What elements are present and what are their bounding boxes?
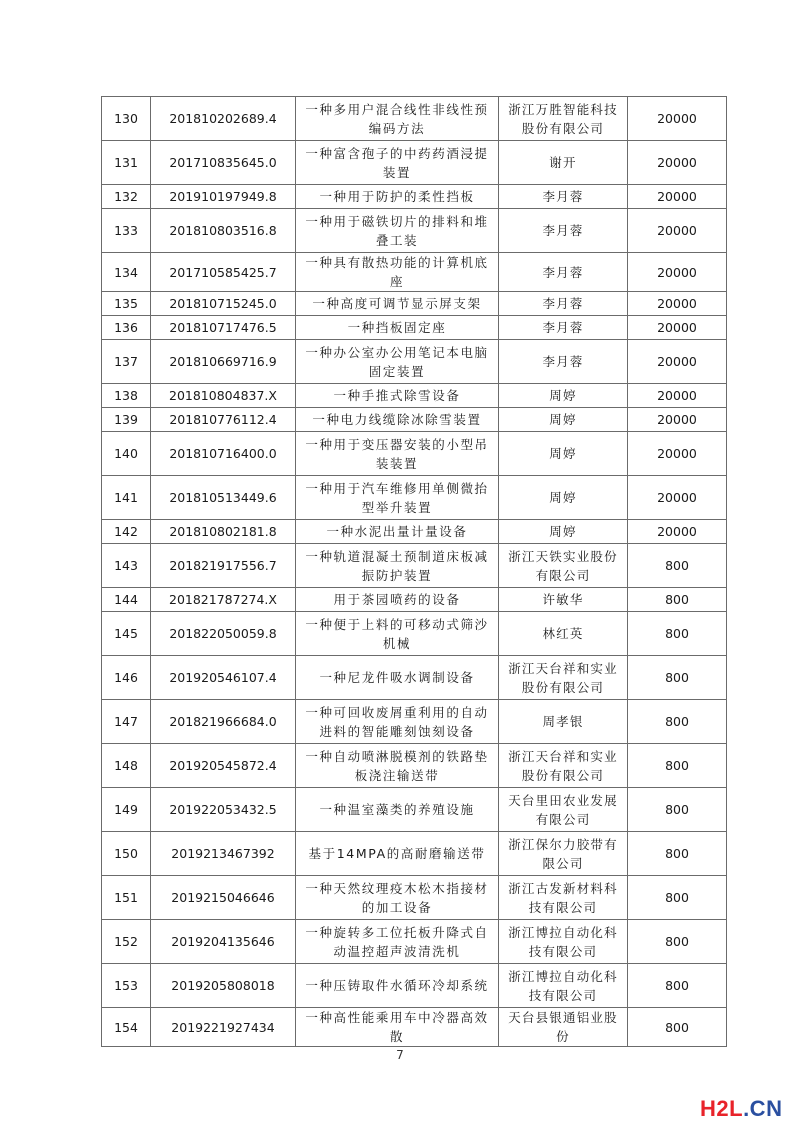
- patent-owner: 李月蓉: [499, 316, 628, 340]
- table-row: [102, 432, 727, 476]
- patent-owner: 许敏华: [499, 588, 628, 612]
- table-row: [102, 964, 727, 1008]
- application-number: 201710835645.0: [151, 141, 296, 185]
- patent-name: 一种高性能乘用车中冷器高效散: [296, 1008, 499, 1047]
- row-number: 148: [102, 744, 151, 788]
- table-row: [102, 656, 727, 700]
- application-number: 201910197949.8: [151, 185, 296, 209]
- row-number: 130: [102, 97, 151, 141]
- application-number: 2019205808018: [151, 964, 296, 1008]
- page-number: 7: [396, 1048, 404, 1062]
- application-number: 201821787274.X: [151, 588, 296, 612]
- patent-name: 一种用于磁铁切片的排料和堆叠工装: [296, 209, 499, 253]
- table-row: [102, 788, 727, 832]
- table-row: [102, 185, 727, 209]
- patent-name: 一种具有散热功能的计算机底座: [296, 253, 499, 292]
- patent-name: 一种旋转多工位托板升降式自动温控超声波清洗机: [296, 920, 499, 964]
- patent-owner: 浙江万胜智能科技股份有限公司: [499, 97, 628, 141]
- table-row: [102, 97, 727, 141]
- subsidy-amount: 800: [628, 656, 727, 700]
- row-number: 150: [102, 832, 151, 876]
- row-number: 140: [102, 432, 151, 476]
- subsidy-amount: 800: [628, 964, 727, 1008]
- table-row: [102, 920, 727, 964]
- table-row: [102, 340, 727, 384]
- application-number: 201810717476.5: [151, 316, 296, 340]
- subsidy-amount: 800: [628, 832, 727, 876]
- subsidy-amount: 800: [628, 788, 727, 832]
- patent-owner: 周婷: [499, 520, 628, 544]
- application-number: 201810804837.X: [151, 384, 296, 408]
- row-number: 139: [102, 408, 151, 432]
- patent-owner: 天台里田农业发展有限公司: [499, 788, 628, 832]
- table-row: [102, 744, 727, 788]
- watermark-h2l: H2L: [700, 1096, 744, 1121]
- application-number: 201920546107.4: [151, 656, 296, 700]
- patent-owner: 天台县银通铝业股份: [499, 1008, 628, 1047]
- patent-owner: 李月蓉: [499, 185, 628, 209]
- table-row: [102, 476, 727, 520]
- application-number: 201922053432.5: [151, 788, 296, 832]
- patent-name: 一种可回收废屑重利用的自动进料的智能雕刻蚀刻设备: [296, 700, 499, 744]
- subsidy-amount: 20000: [628, 97, 727, 141]
- application-number: 2019215046646: [151, 876, 296, 920]
- patent-name: 一种用于汽车维修用单侧微抬型举升装置: [296, 476, 499, 520]
- patent-name: 基于14MPA的高耐磨输送带: [296, 832, 499, 876]
- patent-name: 一种挡板固定座: [296, 316, 499, 340]
- table-row: [102, 316, 727, 340]
- table-row: [102, 832, 727, 876]
- subsidy-amount: 20000: [628, 292, 727, 316]
- site-watermark: [700, 1096, 782, 1122]
- patent-name: 一种天然纹理疫木松木指接材的加工设备: [296, 876, 499, 920]
- patent-owner: 浙江博拉自动化科技有限公司: [499, 920, 628, 964]
- subsidy-amount: 20000: [628, 316, 727, 340]
- patent-owner: 周婷: [499, 384, 628, 408]
- watermark-cn: .CN: [743, 1096, 783, 1121]
- patent-name: 一种用于变压器安装的小型吊装装置: [296, 432, 499, 476]
- patent-name: 一种手推式除雪设备: [296, 384, 499, 408]
- row-number: 141: [102, 476, 151, 520]
- application-number: 201920545872.4: [151, 744, 296, 788]
- table-row: [102, 384, 727, 408]
- row-number: 136: [102, 316, 151, 340]
- row-number: 133: [102, 209, 151, 253]
- row-number: 149: [102, 788, 151, 832]
- patent-owner: 周婷: [499, 408, 628, 432]
- patent-name: 一种用于防护的柔性挡板: [296, 185, 499, 209]
- patent-name: 用于茶园喷药的设备: [296, 588, 499, 612]
- subsidy-amount: 20000: [628, 340, 727, 384]
- application-number: 201810202689.4: [151, 97, 296, 141]
- subsidy-amount: 20000: [628, 141, 727, 185]
- table-row: [102, 408, 727, 432]
- row-number: 146: [102, 656, 151, 700]
- patent-owner: 李月蓉: [499, 209, 628, 253]
- table-row: [102, 612, 727, 656]
- patent-name: 一种便于上料的可移动式筛沙机械: [296, 612, 499, 656]
- subsidy-amount: 800: [628, 588, 727, 612]
- application-number: 2019204135646: [151, 920, 296, 964]
- application-number: 201821966684.0: [151, 700, 296, 744]
- application-number: 201710585425.7: [151, 253, 296, 292]
- row-number: 152: [102, 920, 151, 964]
- patent-name: 一种办公室办公用笔记本电脑固定装置: [296, 340, 499, 384]
- application-number: 201810513449.6: [151, 476, 296, 520]
- patent-owner: 浙江天台祥和实业股份有限公司: [499, 744, 628, 788]
- patent-owner: 周婷: [499, 476, 628, 520]
- patent-name: 一种水泥出量计量设备: [296, 520, 499, 544]
- table-row: [102, 544, 727, 588]
- patent-name: 一种尼龙件吸水调制设备: [296, 656, 499, 700]
- patent-owner: 浙江保尔力胶带有限公司: [499, 832, 628, 876]
- subsidy-amount: 800: [628, 876, 727, 920]
- row-number: 134: [102, 253, 151, 292]
- patent-table-body: [102, 97, 727, 1047]
- row-number: 144: [102, 588, 151, 612]
- row-number: 143: [102, 544, 151, 588]
- row-number: 132: [102, 185, 151, 209]
- subsidy-amount: 20000: [628, 520, 727, 544]
- patent-name: 一种自动喷淋脱模剂的铁路垫板浇注输送带: [296, 744, 499, 788]
- patent-name: 一种多用户混合线性非线性预编码方法: [296, 97, 499, 141]
- row-number: 137: [102, 340, 151, 384]
- subsidy-amount: 20000: [628, 209, 727, 253]
- patent-owner: 周婷: [499, 432, 628, 476]
- table-row: [102, 141, 727, 185]
- patent-name: 一种温室藻类的养殖设施: [296, 788, 499, 832]
- table-row: [102, 520, 727, 544]
- subsidy-amount: 20000: [628, 185, 727, 209]
- patent-owner: 浙江天台祥和实业股份有限公司: [499, 656, 628, 700]
- table-row: [102, 253, 727, 292]
- patent-owner: 林红英: [499, 612, 628, 656]
- subsidy-amount: 800: [628, 700, 727, 744]
- subsidy-amount: 20000: [628, 476, 727, 520]
- patent-owner: 李月蓉: [499, 340, 628, 384]
- subsidy-amount: 800: [628, 920, 727, 964]
- patent-name: 一种高度可调节显示屏支架: [296, 292, 499, 316]
- patent-name: 一种富含孢子的中药药酒浸提装置: [296, 141, 499, 185]
- patent-name: 一种电力线缆除冰除雪装置: [296, 408, 499, 432]
- application-number: 201810776112.4: [151, 408, 296, 432]
- application-number: 201810803516.8: [151, 209, 296, 253]
- subsidy-amount: 800: [628, 744, 727, 788]
- table-row: [102, 588, 727, 612]
- table-row: [102, 292, 727, 316]
- row-number: 147: [102, 700, 151, 744]
- patent-name: 一种压铸取件水循环冷却系统: [296, 964, 499, 1008]
- subsidy-amount: 800: [628, 1008, 727, 1047]
- application-number: 201810669716.9: [151, 340, 296, 384]
- patent-owner: 浙江古发新材料科技有限公司: [499, 876, 628, 920]
- row-number: 138: [102, 384, 151, 408]
- row-number: 142: [102, 520, 151, 544]
- table-row: [102, 1008, 727, 1047]
- subsidy-amount: 20000: [628, 253, 727, 292]
- row-number: 153: [102, 964, 151, 1008]
- row-number: 145: [102, 612, 151, 656]
- patent-owner: 浙江天铁实业股份有限公司: [499, 544, 628, 588]
- row-number: 131: [102, 141, 151, 185]
- row-number: 135: [102, 292, 151, 316]
- patent-owner: 谢开: [499, 141, 628, 185]
- application-number: 2019221927434: [151, 1008, 296, 1047]
- subsidy-amount: 800: [628, 612, 727, 656]
- application-number: 201810802181.8: [151, 520, 296, 544]
- table-row: [102, 209, 727, 253]
- subsidy-amount: 20000: [628, 408, 727, 432]
- application-number: 2019213467392: [151, 832, 296, 876]
- table-row: [102, 876, 727, 920]
- patent-table: [101, 96, 727, 1047]
- application-number: 201821917556.7: [151, 544, 296, 588]
- application-number: 201810716400.0: [151, 432, 296, 476]
- row-number: 154: [102, 1008, 151, 1047]
- application-number: 201810715245.0: [151, 292, 296, 316]
- subsidy-amount: 20000: [628, 432, 727, 476]
- subsidy-amount: 800: [628, 544, 727, 588]
- subsidy-amount: 20000: [628, 384, 727, 408]
- patent-owner: 李月蓉: [499, 292, 628, 316]
- patent-owner: 周孝银: [499, 700, 628, 744]
- patent-owner: 李月蓉: [499, 253, 628, 292]
- patent-name: 一种轨道混凝土预制道床板减振防护装置: [296, 544, 499, 588]
- row-number: 151: [102, 876, 151, 920]
- application-number: 201822050059.8: [151, 612, 296, 656]
- patent-owner: 浙江博拉自动化科技有限公司: [499, 964, 628, 1008]
- table-row: [102, 700, 727, 744]
